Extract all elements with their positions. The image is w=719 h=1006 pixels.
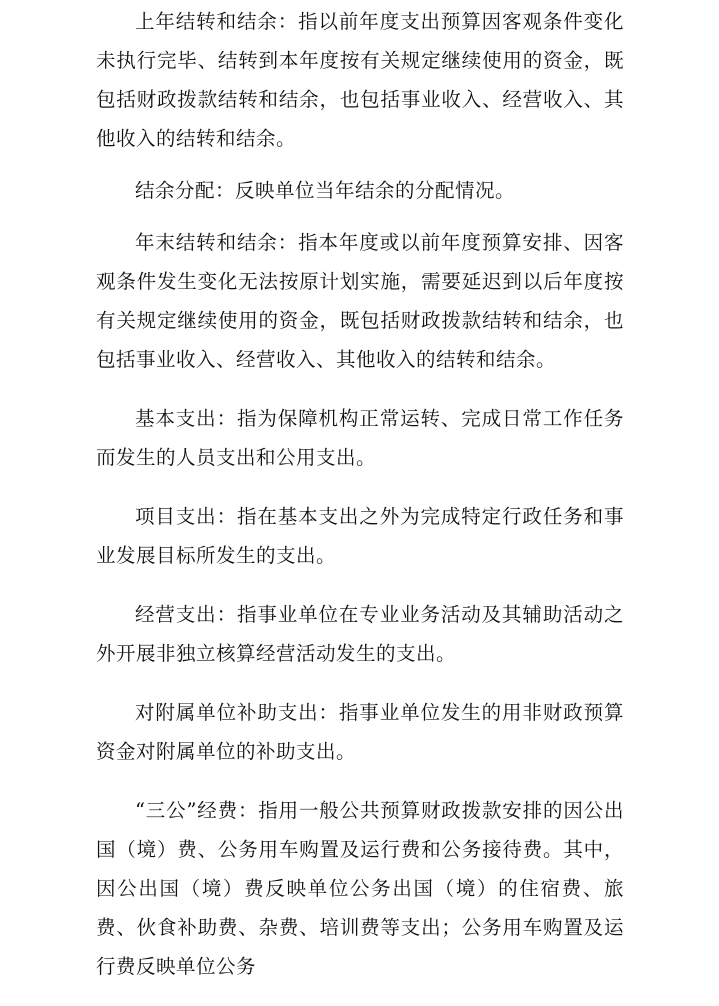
paragraph-project-expenditure: 项目支出：指在基本支出之外为完成特定行政任务和事业发展目标所发生的支出。 bbox=[96, 505, 624, 567]
document-page bbox=[96, 2, 624, 1006]
paragraph-basic-expenditure: 基本支出：指为保障机构正常运转、完成日常工作任务而发生的人员支出和公用支出。 bbox=[96, 407, 624, 469]
paragraph-prior-year-carryover: 上年结转和结余：指以前年度支出预算因客观条件变化未执行完毕、结转到本年度按有关规定继续使用的资金，既包括财政拨款结转和结余，也包括事业收入、经营收入、其他收入的结转和结余。 bbox=[96, 10, 624, 150]
paragraph-surplus-distribution: 结余分配：反映单位当年结余的分配情况。 bbox=[135, 179, 516, 202]
paragraph-year-end-carryover: 年末结转和结余：指本年度或以前年度预算安排、因客观条件发生变化无法按原计划实施，需要延迟到以后年度按有关规定继续使用的资金，既包括财政拨款结转和结余，也包括事业收入、经营收入、其他收入的结转和结余。 bbox=[96, 231, 624, 371]
paragraph-subsidiary-subsidy: 对附属单位补助支出：指事业单位发生的用非财政预算资金对附属单位的补助支出。 bbox=[96, 701, 624, 763]
paragraph-three-public-funds: “三公”经费：指用一般公共预算财政拨款安排的因公出国（境）费、公务用车购置及运行费和公务接待费。其中，因公出国（境）费反映单位公务出国（境）的住宿费、旅费、伙食补助费、杂费、培训费等支出；公务用车购置及运行费反映单位公务 bbox=[96, 799, 624, 978]
paragraph-operating-expenditure: 经营支出：指事业单位在专业业务活动及其辅助活动之外开展非独立核算经营活动发生的支出。 bbox=[96, 603, 624, 665]
